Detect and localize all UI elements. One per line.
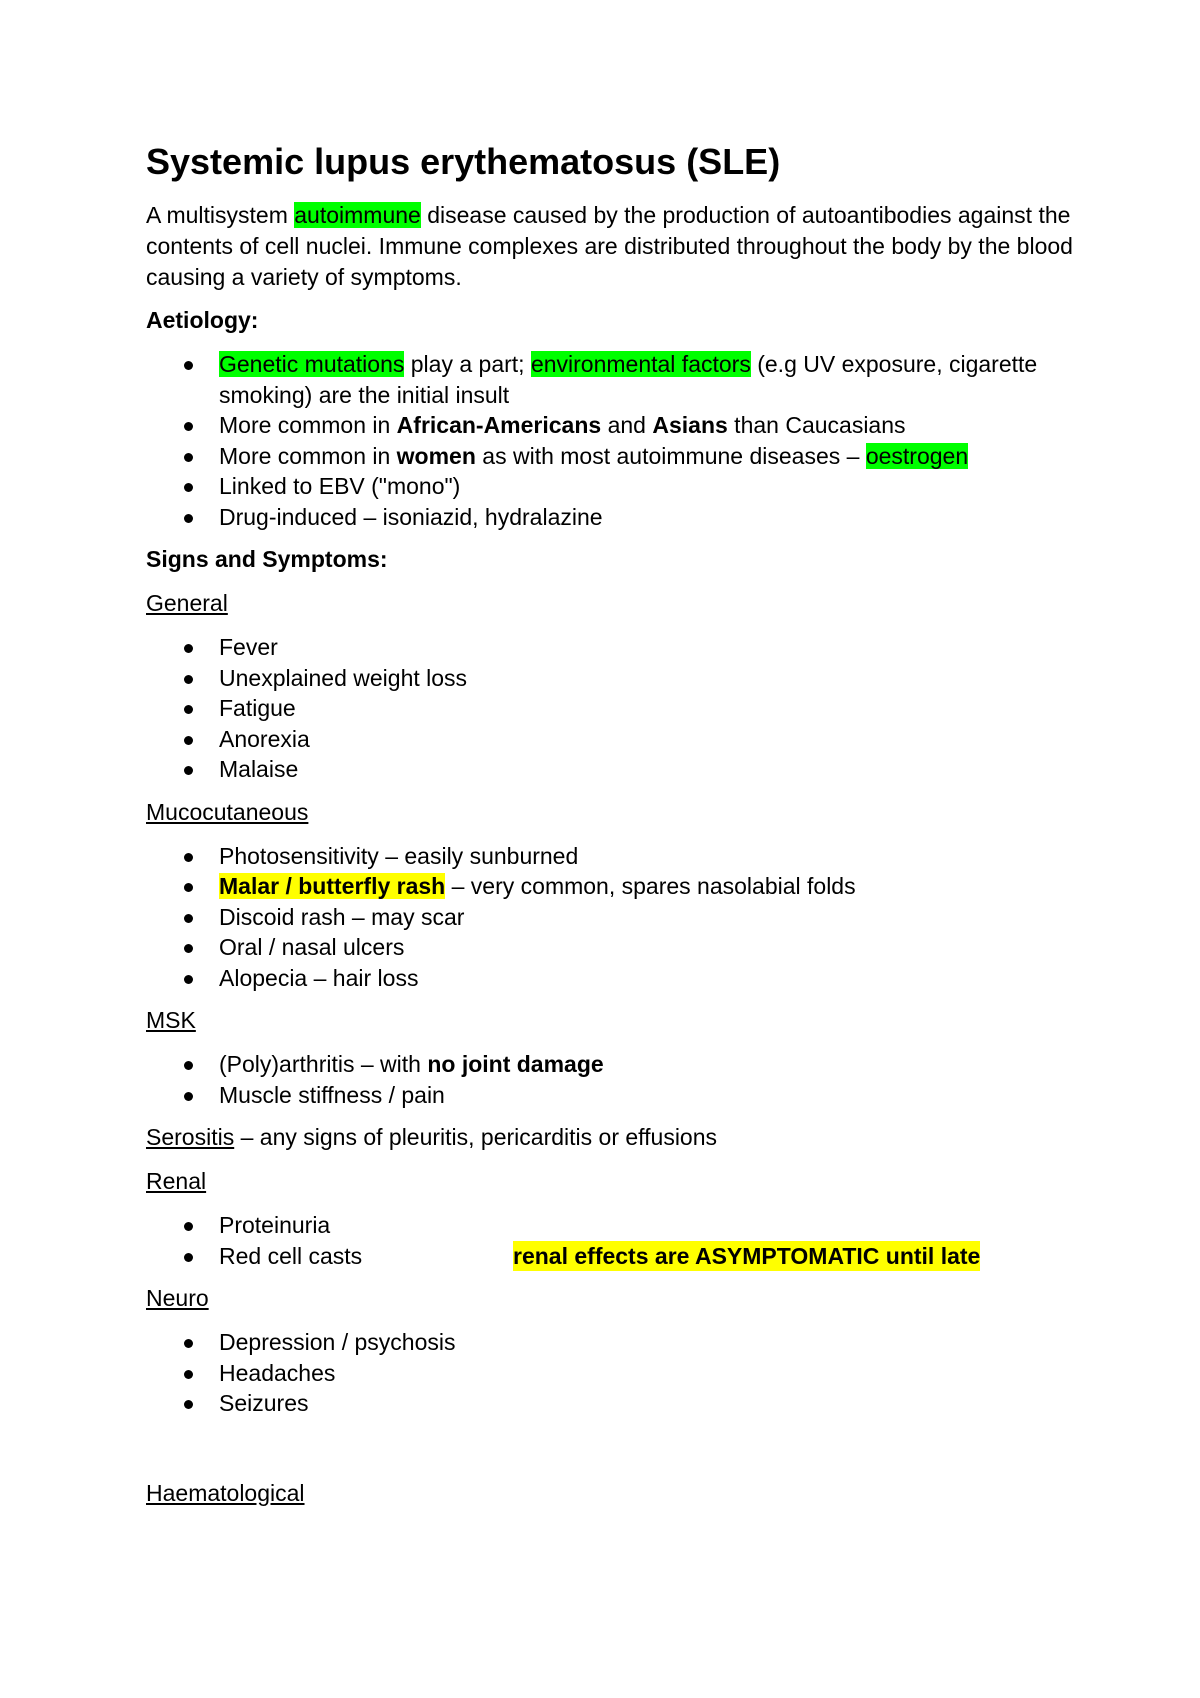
- spacer: [146, 1431, 1076, 1478]
- list-item: Photosensitivity – easily sunburned: [146, 841, 1076, 872]
- renal-subheading: Renal: [146, 1168, 207, 1194]
- list-item: Oral / nasal ulcers: [146, 932, 1076, 963]
- intro-paragraph: [146, 200, 1076, 293]
- serositis-subheading: Serositis: [146, 1124, 235, 1150]
- neuro-list: [146, 1327, 1076, 1419]
- haematological-subheading: Haematological: [146, 1479, 305, 1506]
- list-item: Fatigue: [146, 693, 1076, 724]
- list-text: More common in: [219, 442, 397, 469]
- msk-list: [146, 1049, 1076, 1110]
- intro-text-rest: disease caused by the production of autoantibodies against the contents of cell nuclei. Immune complexes are distributed throughout the body by the blood causing a variety of symptoms.: [146, 202, 1073, 290]
- highlight-oestrogen: oestrogen: [865, 442, 969, 469]
- msk-subheading: MSK: [146, 1007, 196, 1033]
- list-text: – very common, spares nasolabial folds: [445, 873, 856, 899]
- list-text: More common in: [219, 412, 397, 438]
- highlight-genetic: Genetic mutations: [219, 351, 405, 377]
- general-subheading: General: [146, 590, 228, 616]
- list-item: Alopecia – hair loss: [146, 963, 1076, 994]
- list-item: Muscle stiffness / pain: [146, 1080, 1076, 1111]
- list-text: Red cell casts: [219, 1242, 363, 1269]
- list-text: as with most autoimmune diseases –: [475, 442, 866, 469]
- intro-text: A multisystem: [146, 202, 295, 228]
- list-item: Linked to EBV ("mono"): [146, 471, 1076, 502]
- list-item: [146, 349, 1076, 410]
- serositis-line: [146, 1122, 1076, 1153]
- general-list: [146, 632, 1076, 785]
- list-item: [146, 441, 1076, 472]
- list-item: Discoid rash – may scar: [146, 902, 1076, 933]
- list-item: Fever: [146, 632, 1076, 663]
- list-item: Drug-induced – isoniazid, hydralazine: [146, 502, 1076, 533]
- highlight-malar-rash: Malar / butterfly rash: [219, 873, 446, 899]
- bold-text: African-Americans: [396, 412, 602, 438]
- mucocutaneous-list: [146, 841, 1076, 994]
- list-item: Proteinuria: [146, 1210, 1076, 1241]
- page-title: Systemic lupus erythematosus (SLE): [146, 141, 781, 182]
- serositis-text: – any signs of pleuritis, pericarditis or effusions: [234, 1124, 718, 1150]
- list-item: Depression / psychosis: [146, 1327, 1076, 1358]
- document-page: [146, 140, 1076, 1522]
- aetiology-heading: Aetiology:: [146, 307, 259, 333]
- mucocutaneous-subheading: Mucocutaneous: [146, 798, 309, 825]
- list-text: (Poly)arthritis – with: [219, 1051, 428, 1077]
- list-text: play a part;: [404, 351, 531, 377]
- highlight-environmental: environmental factors: [530, 351, 751, 377]
- list-item: [146, 1049, 1076, 1080]
- list-item: [146, 410, 1076, 441]
- list-text: than Caucasians: [727, 412, 906, 438]
- highlight-autoimmune: autoimmune: [294, 202, 421, 228]
- signs-heading: Signs and Symptoms:: [146, 546, 388, 572]
- list-text: (e.g UV exposure, cigarette smoking) are the initial insult: [219, 351, 1038, 408]
- renal-note-highlight: renal effects are ASYMPTOMATIC until late: [513, 1241, 980, 1272]
- list-text: and: [601, 412, 653, 438]
- list-item: Malaise: [146, 754, 1076, 785]
- aetiology-list: [146, 349, 1076, 532]
- list-item: Headaches: [146, 1358, 1076, 1389]
- list-item: Unexplained weight loss: [146, 663, 1076, 694]
- list-item: [146, 1241, 1076, 1272]
- list-item: Seizures: [146, 1388, 1076, 1419]
- bold-text: no joint damage: [427, 1051, 604, 1077]
- renal-list: [146, 1210, 1076, 1271]
- bold-text: Asians: [652, 412, 728, 438]
- neuro-subheading: Neuro: [146, 1285, 209, 1311]
- bold-text: women: [396, 442, 476, 469]
- list-item: [146, 871, 1076, 902]
- list-item: Anorexia: [146, 724, 1076, 755]
